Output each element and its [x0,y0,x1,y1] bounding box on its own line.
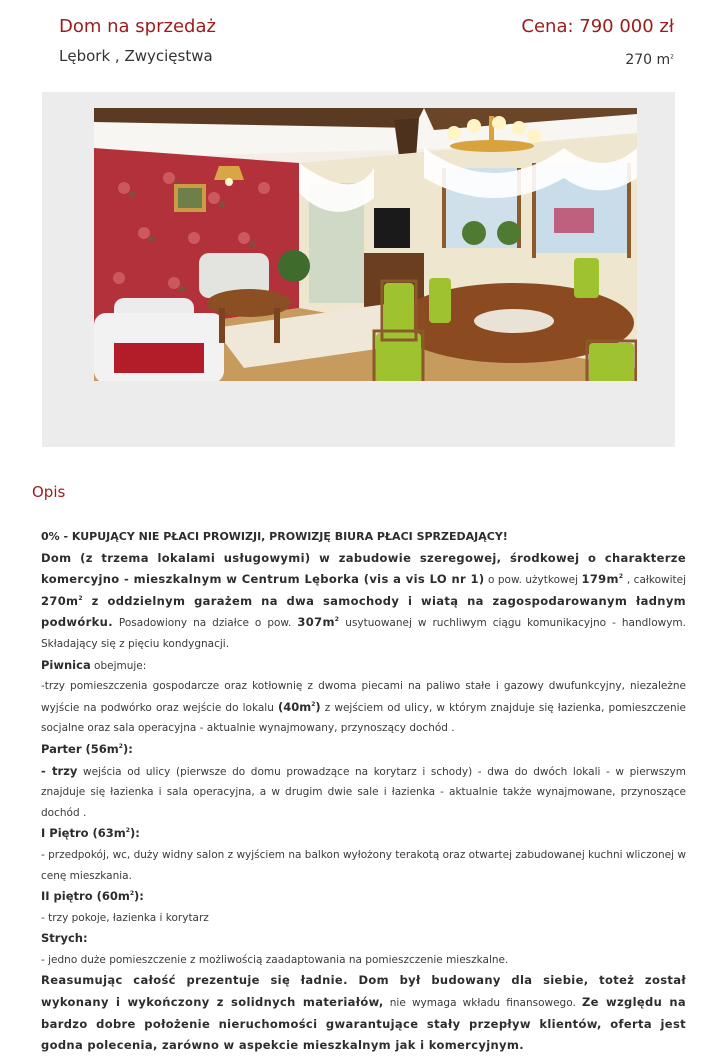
listing-area [625,52,674,68]
piwnica-paragraph [41,655,686,677]
summary-bold-a: Reasumując całość prezentuje się ładnie. Dom był budowany dla siebie, toteż został wykonany i wykończony z solidnych materiałów, [41,973,686,1010]
plot-area-value: 307m [297,615,335,630]
parter-label-text: Parter (56m [41,741,119,756]
parter-text-b: wejścia od ulicy (pierwsze do domu prowadzące na korytarz i schody) - dwa do dwóch lokali - w pierwszym znajduje się łazienka i sala operacyjna, a w drugim dwie sale i łazienka - aktualnie także wynajmowane, przynoszące dochód . [41,765,686,819]
total-area-value: 270m [41,593,79,608]
summary-text-b: nie wymaga wkładu finansowego. [383,997,582,1010]
sup-2: 2 [334,616,340,624]
intro-text-b: o pow. użytkowej [484,574,582,587]
piwnica-text-e: z wejściem od ulicy, w którym znajduje się łazienka, pomieszczenie socjalne oraz sala operacyjna - aktualnie wynajmowany, przynoszący dochód . [41,701,686,735]
area-value: 270 m [625,52,671,68]
intro-paragraph [41,548,686,655]
pietro2-details: - trzy pokoje, łazienka i korytarz [41,911,209,924]
sup-2: 2 [618,573,624,581]
commission-text: 0% - KUPUJĄCY NIE PŁACI PROWIZJI, PROWIZJĘ BIURA PŁACI SPRZEDAJĄCY! [41,530,508,543]
piwnica-text-a: obejmuje: [90,659,147,672]
photo-frame [42,92,675,447]
sup-2: 2 [129,890,135,898]
pietro1-details: - przedpokój, wc, duży widny salon z wyjściem na balkon wyłożony terakotą oraz otwartej zabudowanej kuchni wliczonej w cenę mieszkania. [41,848,686,882]
parter-label [41,742,133,756]
piwnica-local-area [278,700,321,714]
sup-2: 2 [311,700,316,708]
pietro2-label-end: ): [134,889,144,904]
intro-bold-h [297,615,339,629]
interior-photo[interactable] [94,108,637,381]
commission-note [41,527,686,548]
pietro1-label [41,826,140,840]
sup-2: 2 [125,827,130,835]
parter-heading [41,739,686,761]
parter-details [41,761,686,824]
listing-price: Cena: 790 000 zł [521,16,674,37]
pietro1-label-end: ): [129,826,140,841]
area-unit-sup: 2 [670,53,674,61]
intro-bold-e [41,594,83,608]
piwnica-label: Piwnica [41,657,91,672]
piwnica-area-value: (40m [277,699,312,714]
strych-label: Strych: [41,931,88,946]
listing-title: Dom na sprzedaż [59,16,216,37]
usable-area-value: 179m [581,572,619,587]
section-title-opis: Opis [32,483,66,501]
intro-bold-a: Dom (z trzema lokalami usługowymi) w zabudowie szeregowej, środkowej o charakterze komercyjno - mieszkalnym w Centrum Lęborka (vis a vis LO nr 1) [41,550,686,587]
sup-2: 2 [118,743,123,751]
sup-2: 2 [78,594,83,602]
intro-text-i: usytuowanej w ruchliwym ciągu komunikacyjno - handlowym. Składający się z pięciu kondygnacji. [41,617,686,650]
intro-bold-c [581,572,623,586]
piwnica-details [41,676,686,739]
listing-location: Lębork , Zwycięstwa [59,47,213,65]
piwnica-text-b: -trzy pomieszczenia gospodarcze oraz kotłownię z dwoma piecami na paliwo stałe i gazowy dwufunkcyjny, niezależne wyjście na podwórko oraz wejście do lokalu [41,680,686,714]
pietro1-heading [41,823,686,845]
summary-paragraph [41,970,686,1056]
intro-text-g: Posadowiony na działce o pow. [112,617,298,630]
piwnica-area-close: ) [315,699,321,714]
intro-text-d: , całkowitej [623,574,687,587]
intro-bold-f: z oddzielnym garażem na dwa samochody i wiatą na zagospodarowanym ładnym podwórku. [41,593,686,630]
pietro2-heading [41,886,686,908]
strych-details: - jedno duże pomieszczenie z możliwością zaadaptowania na pomieszczenie mieszkalne. [41,953,509,966]
parter-text-a: - trzy [41,763,78,778]
pietro1-label-text: I Piętro (63m [41,826,126,841]
pietro2-label [41,889,144,903]
summary-bold-c: Ze względu na bardzo dobre położenie nieruchomości gwarantujące stały przepływ klientów, oferta jest godna polecenia, zarówno w aspekcie mieszkalnym jak i komercyjnym. [41,995,686,1053]
listing-description [41,527,686,1057]
parter-label-end: ): [122,741,133,756]
strych-heading [41,928,686,950]
pietro2-label-text: II piętro (60m [41,889,130,904]
